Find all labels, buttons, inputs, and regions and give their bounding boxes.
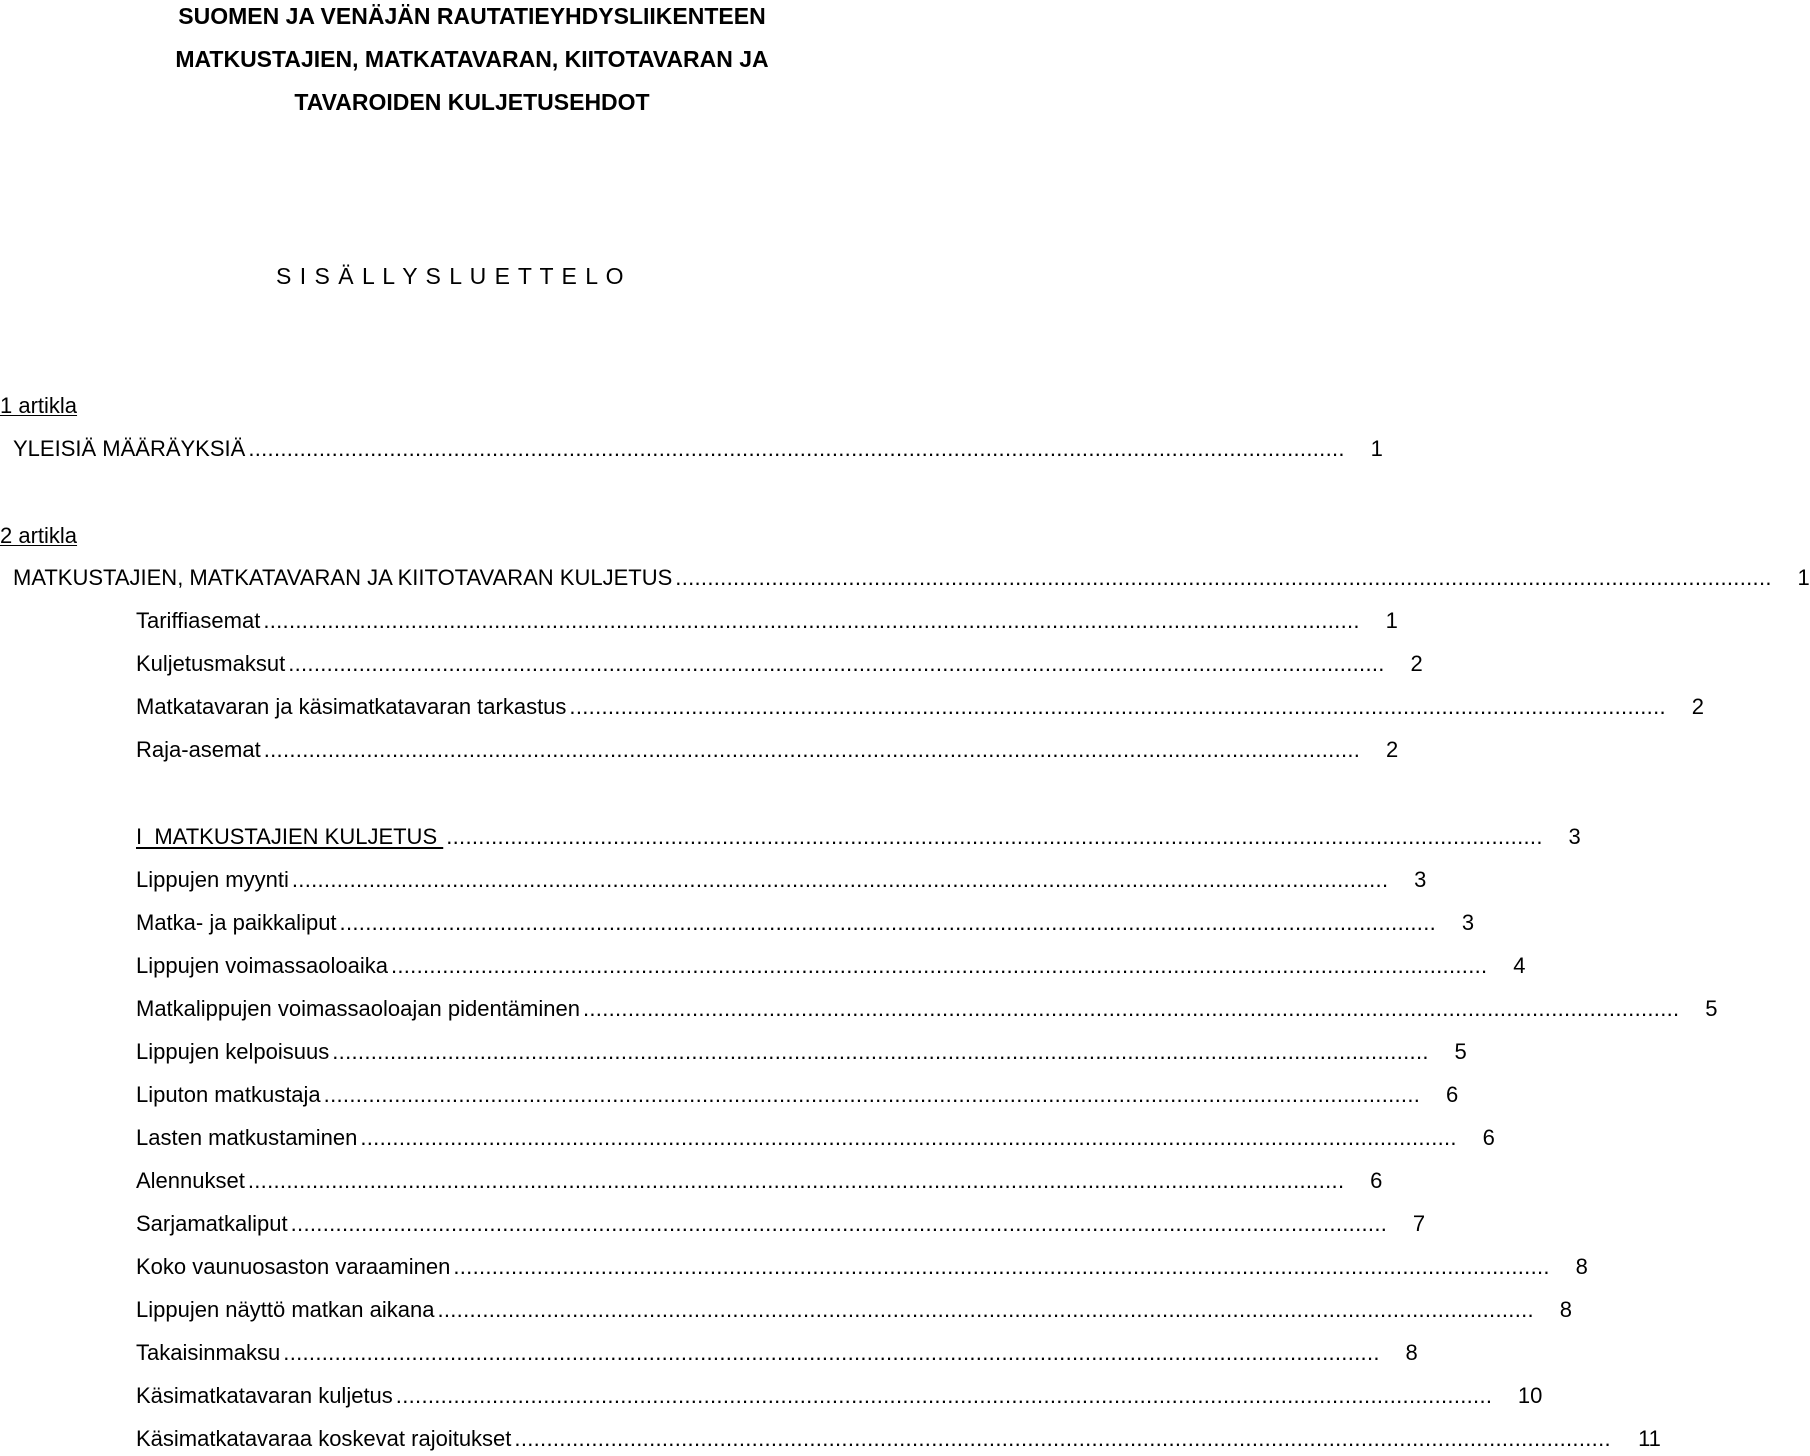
toc-leader-dots: ...........................................................................................................................................................................: [453, 1254, 1550, 1279]
toc-page-number: 5: [1705, 996, 1718, 1021]
toc-entry-label: Lippujen näyttö matkan aikana: [136, 1297, 435, 1322]
toc-entry-label: Koko vaunuosaston varaaminen: [136, 1254, 451, 1279]
toc-page-number: 1: [1797, 565, 1810, 590]
toc-entry-label: MATKUSTAJIEN, MATKATAVARAN JA KIITOTAVARAN KULJETUS: [13, 565, 673, 590]
toc-entry-label: Matkatavaran ja käsimatkatavaran tarkastus: [136, 694, 567, 719]
toc-entry-lippujen-naytto[interactable]: [136, 1295, 1572, 1325]
toc-entry-raja-asemat[interactable]: [136, 735, 1399, 765]
toc-entry-matkatavaran-tarkastus[interactable]: [136, 692, 1704, 722]
toc-entry-kuljetusmaksut[interactable]: [136, 649, 1423, 679]
toc-entry-label: Matkalippujen voimassaoloajan pidentäminen: [136, 996, 580, 1021]
toc-leader-dots: ...........................................................................................................................................................................: [360, 1125, 1457, 1150]
toc-page-number: 8: [1405, 1340, 1418, 1365]
toc-leader-dots: ...........................................................................................................................................................................: [290, 1211, 1388, 1236]
toc-entry-alennukset[interactable]: [136, 1166, 1383, 1196]
toc-leader-dots: ...........................................................................................................................................................................: [395, 1383, 1493, 1408]
toc-entry-label: Raja-asemat: [136, 737, 261, 762]
toc-page-number: 5: [1454, 1039, 1467, 1064]
toc-entry-label: Sarjamatkaliput: [136, 1211, 288, 1236]
toc-page-number: 3: [1414, 867, 1427, 892]
toc-entry-tariffiasemat[interactable]: [136, 606, 1398, 636]
toc-entry-lippujen-myynti[interactable]: [136, 865, 1427, 895]
toc-entry-lasten-matkustaminen[interactable]: [136, 1123, 1495, 1153]
toc-entry-label: Lippujen kelpoisuus: [136, 1039, 330, 1064]
title-line-3: TAVAROIDEN KULJETUSEHDOT: [294, 89, 650, 115]
toc-entry-yleisia-maarayksia[interactable]: [13, 434, 1383, 464]
toc-page-number: 2: [1385, 737, 1399, 762]
toc-leader-dots: ...........................................................................................................................................................................: [514, 1426, 1611, 1451]
toc-leader-dots: ...........................................................................................................................................................................: [339, 910, 1437, 935]
toc-entry-liputon-matkustaja[interactable]: [136, 1080, 1459, 1110]
toc-entry-sarjamatkaliput[interactable]: [136, 1209, 1426, 1239]
toc-page-number: 1: [1370, 436, 1383, 461]
toc-leader-dots: ...........................................................................................................................................................................: [288, 651, 1385, 676]
toc-entry-takaisinmaksu[interactable]: [136, 1338, 1418, 1368]
toc-entry-label: Takaisinmaksu: [136, 1340, 281, 1365]
toc-page-number: 3: [1461, 910, 1475, 935]
toc-entry-label: Käsimatkatavaraa koskevat rajoitukset: [136, 1426, 512, 1451]
toc-leader-dots: ...........................................................................................................................................................................: [247, 1168, 1345, 1193]
toc-entry-label: Tariffiasemat: [136, 608, 261, 633]
toc-page-number: 7: [1412, 1211, 1426, 1236]
document-title: [0, 0, 944, 124]
toc-leader-dots: ...........................................................................................................................................................................: [675, 565, 1772, 590]
toc-entry-koko-vaunuosaston-varaaminen[interactable]: [136, 1252, 1588, 1282]
toc-leader-dots: ...........................................................................................................................................................................: [569, 694, 1666, 719]
toc-entry-label: Liputon matkustaja: [136, 1082, 321, 1107]
toc-page-number: 2: [1691, 694, 1704, 719]
toc-entry-kasimatkatavara-rajoitukset[interactable]: [136, 1424, 1661, 1454]
toc-entry-label: Lippujen voimassaoloaika: [136, 953, 388, 978]
toc-entry-label: Käsimatkatavaran kuljetus: [136, 1383, 393, 1408]
toc-leader-dots: ...........................................................................................................................................................................: [323, 1082, 1421, 1107]
toc-page-number: 3: [1568, 824, 1581, 849]
toc-page-number: 6: [1445, 1082, 1459, 1107]
toc-entry-label: Kuljetusmaksut: [136, 651, 286, 676]
toc-leader-dots: ...........................................................................................................................................................................: [437, 1297, 1534, 1322]
toc-entry-label: I MATKUSTAJIEN KULJETUS: [136, 824, 444, 849]
toc-page-number: 8: [1559, 1297, 1572, 1322]
article-2-label[interactable]: 2 artikla: [0, 523, 78, 548]
toc-entry-kasimatkatavaran-kuljetus[interactable]: [136, 1381, 1543, 1411]
toc-leader-dots: ...........................................................................................................................................................................: [248, 436, 1345, 461]
title-line-2: MATKUSTAJIEN, MATKATAVARAN, KIITOTAVARAN JA: [175, 46, 769, 72]
toc-leader-dots: ...........................................................................................................................................................................: [582, 996, 1680, 1021]
toc-leader-dots: ...........................................................................................................................................................................: [283, 1340, 1380, 1365]
toc-leader-dots: ...........................................................................................................................................................................: [263, 608, 1360, 633]
toc-leader-dots: ...........................................................................................................................................................................: [263, 737, 1361, 762]
toc-entry-lippujen-voimassaoloaika[interactable]: [136, 951, 1526, 981]
toc-leader-dots: ...........................................................................................................................................................................: [291, 867, 1389, 892]
title-line-1: SUOMEN JA VENÄJÄN RAUTATIEYHDYSLIIKENTEEN: [178, 3, 766, 29]
toc-entry-label: Lasten matkustaminen: [136, 1125, 358, 1150]
toc-entry-article-2-heading[interactable]: [13, 563, 1810, 593]
toc-entry-matka-ja-paikkaliput[interactable]: [136, 908, 1475, 938]
toc-leader-dots: ...........................................................................................................................................................................: [446, 824, 1543, 849]
toc-page-number: 6: [1370, 1168, 1383, 1193]
toc-page-number: 8: [1575, 1254, 1588, 1279]
toc-entry-voimassaoloajan-pidentaminen[interactable]: [136, 994, 1718, 1024]
toc-entry-label: Lippujen myynti: [136, 867, 289, 892]
toc-leader-dots: ...........................................................................................................................................................................: [390, 953, 1488, 978]
toc-leader-dots: ...........................................................................................................................................................................: [332, 1039, 1429, 1064]
toc-page-number: 1: [1385, 608, 1398, 633]
toc-entry-label: YLEISIÄ MÄÄRÄYKSIÄ: [13, 436, 246, 461]
toc-entry-label: Matka- ja paikkaliput: [136, 910, 337, 935]
toc-entry-label: Alennukset: [136, 1168, 245, 1193]
toc-page-number: 10: [1517, 1383, 1543, 1408]
toc-page-number: 11: [1638, 1426, 1661, 1451]
toc-page-number: 6: [1482, 1125, 1495, 1150]
toc-entry-lippujen-kelpoisuus[interactable]: [136, 1037, 1467, 1067]
contents-heading: S I S Ä L L Y S L U E T T E L O: [276, 263, 624, 289]
article-1-label[interactable]: 1 artikla: [0, 393, 78, 418]
toc-entry-matkustajien-kuljetus[interactable]: [136, 822, 1581, 852]
toc-page-number: 2: [1410, 651, 1423, 676]
toc-page-number: 4: [1513, 953, 1526, 978]
